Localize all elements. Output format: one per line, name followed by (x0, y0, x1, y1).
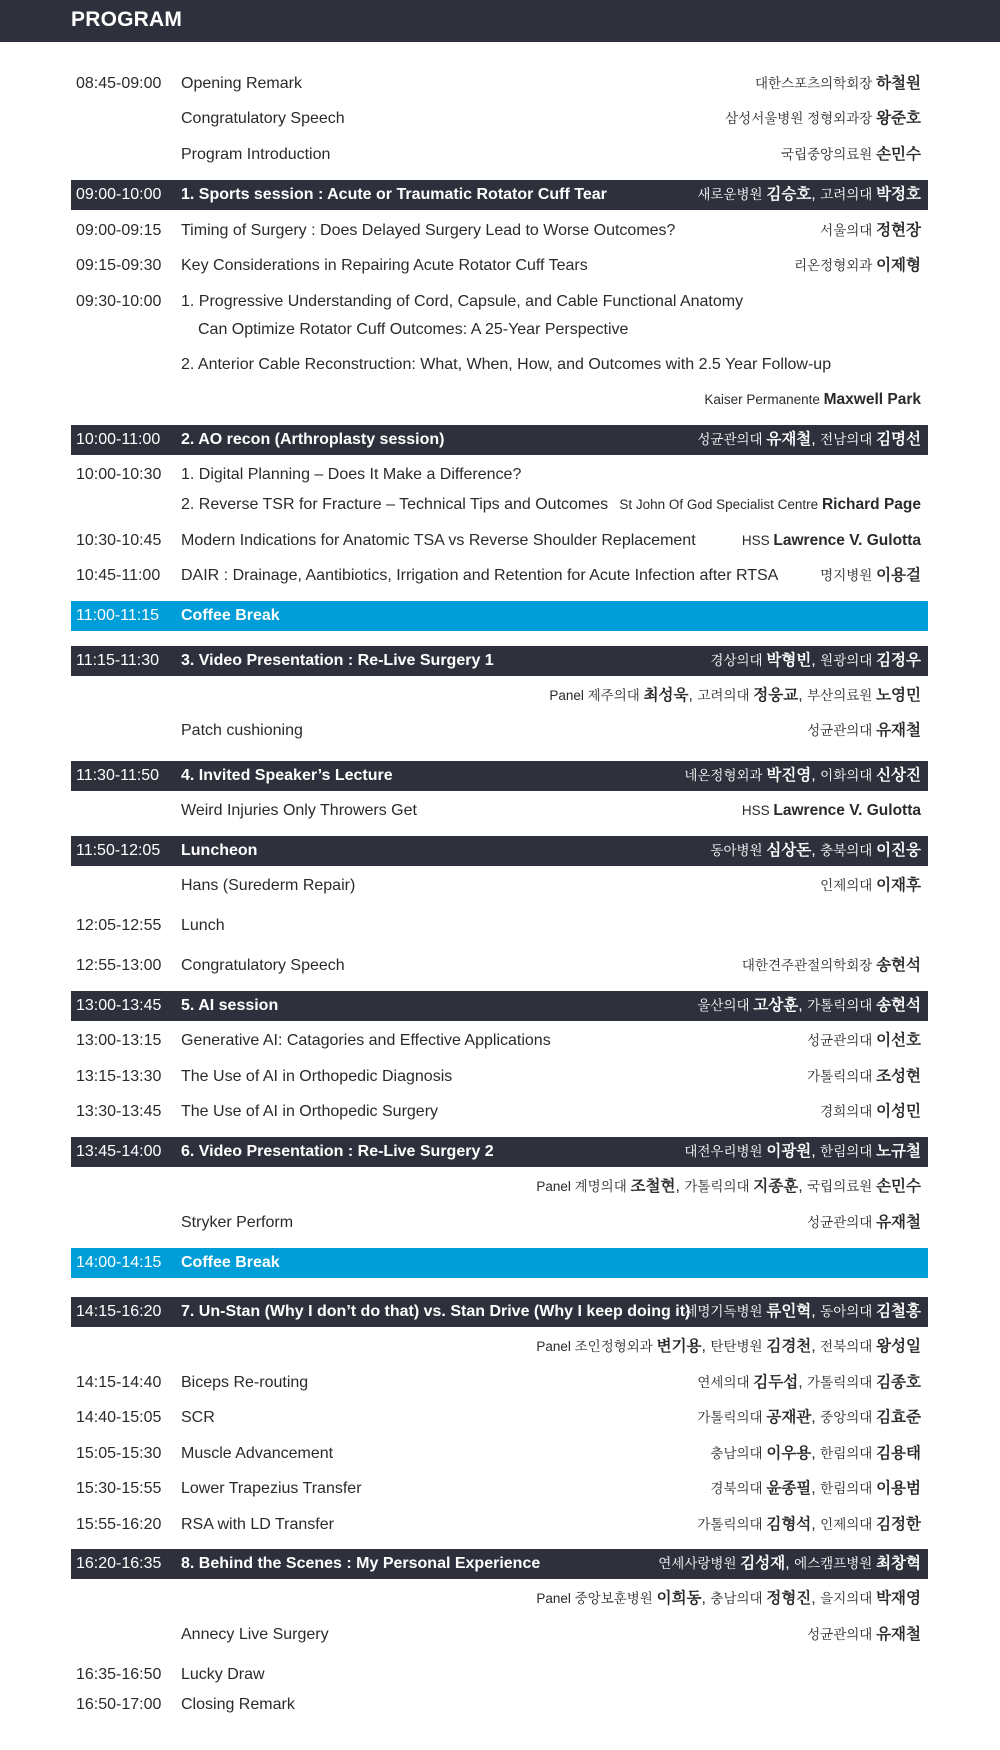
speaker-list (820, 1097, 921, 1127)
speaker-name: 이광원 (766, 1143, 812, 1160)
program-item-row (71, 871, 928, 901)
talk-title: The Use of AI in Orthopedic Diagnosis (181, 1068, 453, 1085)
speaker-list: 성균관의대 유재철, 전남의대 김명선 (697, 431, 921, 448)
speaker-affiliation: 가톨릭의대 (807, 1375, 877, 1390)
speaker-affiliation: 동아병원 (710, 843, 767, 858)
speaker-list: 경북의대 윤종필, 한림의대 이용범 (710, 1480, 921, 1497)
program-item-row (71, 1474, 928, 1504)
speaker-affiliation: HSS (741, 803, 774, 818)
speaker-list (820, 216, 921, 246)
session-title: Luncheon (181, 842, 258, 859)
speaker-list: 연세사랑병원 김성재, 에스캠프병원 최창혁 (658, 1555, 921, 1572)
speaker-affiliation: 충남의대 (710, 1591, 767, 1606)
speaker-name: Lawrence V. Gulotta (773, 802, 921, 819)
speaker-affiliation: 이화의대 (820, 768, 877, 783)
session-header-row (71, 1549, 928, 1579)
time-slot: 15:55-16:20 (76, 1516, 162, 1533)
speaker-name: 김정우 (876, 652, 921, 669)
speaker-name: 이진웅 (876, 842, 921, 859)
talk-title: Stryker Perform (181, 1214, 294, 1231)
speaker-list (807, 1026, 921, 1056)
talk-title: Congratulatory Speech (181, 957, 345, 974)
speaker-name: 김용태 (876, 1445, 921, 1462)
time-slot: 10:00-11:00 (76, 431, 161, 448)
speaker-list: Panel 중앙보훈병원 이희동, 충남의대 정형진, 을지의대 박재영 (536, 1590, 921, 1607)
session-title: 5. AI session (181, 997, 279, 1014)
time-slot: 13:30-13:45 (76, 1103, 162, 1120)
speaker-name: 박진영 (766, 767, 812, 784)
time-slot: 16:20-16:35 (76, 1555, 162, 1572)
speaker-list (742, 951, 921, 981)
time-slot: 13:15-13:30 (76, 1068, 162, 1085)
time-slot: 10:45-11:00 (76, 567, 161, 584)
speaker-name: 이제형 (876, 257, 921, 274)
speaker-affiliation: 원광의대 (820, 653, 877, 668)
speaker-name: 신상진 (876, 767, 921, 784)
speaker-name: 손민수 (876, 146, 921, 163)
speaker-name: 노영민 (876, 687, 921, 704)
speaker-name: 왕성일 (876, 1338, 921, 1355)
program-item-row (71, 460, 928, 490)
speaker-list (794, 251, 921, 281)
talk-title-continued: Can Optimize Rotator Cuff Outcomes: A 25-Year Perspective (198, 321, 629, 338)
session-header-row (71, 1297, 928, 1327)
speaker-list: 가톨릭의대 공재관, 중앙의대 김효준 (697, 1409, 921, 1426)
program-item-row (71, 140, 928, 170)
speaker-name: 이용범 (876, 1480, 921, 1497)
speaker-name: Richard Page (821, 496, 921, 513)
speaker-name: 조철현 (630, 1178, 676, 1195)
speaker-list: Panel 계명의대 조철현, 가톨릭의대 지종훈, 국립의료원 손민수 (536, 1178, 921, 1195)
program-item-row (71, 716, 928, 746)
time-slot: 14:00-14:15 (76, 1254, 162, 1271)
time-slot: 09:15-09:30 (76, 257, 162, 274)
speaker-affiliation: 새로운병원 (697, 187, 767, 202)
program-item-row (71, 1097, 928, 1127)
time-slot: 11:00-11:15 (76, 607, 160, 624)
talk-title: Patch cushioning (181, 722, 303, 739)
talk-title: 1. Digital Planning – Does It Make a Difference? (181, 466, 522, 483)
time-slot: 12:05-12:55 (76, 917, 162, 934)
speaker-name: 정웅교 (753, 687, 799, 704)
speaker-list: 세명기독병원 류인혁, 동아의대 김철홍 (684, 1303, 921, 1320)
speaker-name: 이선호 (876, 1032, 921, 1049)
session-title: 2. AO recon (Arthroplasty session) (181, 431, 445, 448)
speaker-list: 대전우리병원 이광원, 한림의대 노규철 (684, 1143, 921, 1160)
time-slot: 16:50-17:00 (76, 1696, 162, 1713)
speaker-affiliation: 전남의대 (820, 432, 877, 447)
program-item-row (71, 1660, 928, 1690)
speaker-affiliation: Panel 조인정형외과 (536, 1339, 657, 1354)
speaker-affiliation: 전북의대 (820, 1339, 877, 1354)
program-item-row (71, 490, 928, 520)
speaker-name: 김철홍 (876, 1303, 921, 1320)
speaker-affiliation: 가톨릭의대 (684, 1179, 754, 1194)
speaker-list: 연세의대 김두섭, 가톨릭의대 김종호 (697, 1374, 921, 1391)
speaker-affiliation: 국립중앙의료원 (781, 147, 877, 162)
program-item-row (71, 385, 928, 415)
talk-title: Hans (Surederm Repair) (181, 877, 356, 894)
program-item-row (71, 1510, 928, 1540)
speaker-affiliation: 가톨릭의대 (807, 1069, 877, 1084)
program-item-row (71, 216, 928, 246)
speaker-affiliation: 탄탄병원 (710, 1339, 767, 1354)
speaker-affiliation: 서울의대 (820, 223, 877, 238)
time-slot: 15:30-15:55 (76, 1480, 162, 1497)
talk-title: Timing of Surgery : Does Delayed Surgery Lead to Worse Outcomes? (181, 222, 676, 239)
time-slot: 09:00-10:00 (76, 186, 162, 203)
time-slot: 09:30-10:00 (76, 293, 162, 310)
talk-title: 2. Anterior Cable Reconstruction: What, When, How, and Outcomes with 2.5 Year Follow-up (181, 356, 832, 373)
speaker-affiliation: St John Of God Specialist Centre (619, 497, 822, 512)
speaker-affiliation: 대한스포츠의학회장 (754, 76, 877, 91)
speaker-list: 새로운병원 김승호, 고려의대 박정호 (697, 186, 921, 203)
coffee-break-row (71, 1248, 928, 1278)
program-item-row (71, 251, 928, 281)
speaker-affiliation: 동아의대 (820, 1304, 877, 1319)
time-slot: 12:55-13:00 (76, 957, 162, 974)
speaker-name: 김명선 (876, 431, 921, 448)
speaker-affiliation: 고려의대 (820, 187, 877, 202)
speaker-name: 유재철 (876, 1214, 921, 1231)
program-item-row (71, 1690, 928, 1720)
speaker-name: 유재철 (876, 1626, 921, 1643)
program-item-row (71, 951, 928, 981)
speaker-affiliation: 국립의료원 (807, 1179, 877, 1194)
speaker-affiliation: 연세의대 (697, 1375, 754, 1390)
speaker-list: Panel 제주의대 최성욱, 고려의대 정웅교, 부산의료원 노영민 (549, 687, 921, 704)
speaker-list: 가톨릭의대 김형석, 인제의대 김정한 (697, 1516, 921, 1533)
speaker-affiliation: 대한견주관절의학회장 (741, 958, 877, 973)
talk-title: Opening Remark (181, 75, 302, 92)
speaker-affiliation: 경희의대 (820, 1104, 877, 1119)
speaker-name: 변기용 (656, 1338, 702, 1355)
speaker-name: 정현장 (876, 222, 921, 239)
session-header-row (71, 646, 928, 676)
program-item-row (71, 1062, 928, 1092)
speaker-list (807, 1062, 921, 1092)
session-title: 7. Un-Stan (Why I don’t do that) vs. Stan Drive (Why I keep doing it) (181, 1303, 691, 1320)
page-title: PROGRAM (71, 8, 183, 31)
time-slot: 14:15-16:20 (76, 1303, 162, 1320)
speaker-name: 노규철 (876, 1143, 921, 1160)
speaker-name: 손민수 (876, 1178, 921, 1195)
speaker-affiliation: 중앙의대 (820, 1410, 877, 1425)
speaker-affiliation: 성균관의대 (697, 432, 767, 447)
session-header-row (71, 180, 928, 210)
speaker-list (725, 104, 921, 134)
program-item-row (71, 287, 928, 338)
talk-title: Program Introduction (181, 146, 331, 163)
speaker-name: 고상훈 (753, 997, 799, 1014)
program-item-row (71, 1403, 928, 1433)
program-item-row (71, 69, 928, 99)
speaker-name: 김경천 (766, 1338, 812, 1355)
time-slot: 09:00-09:15 (76, 222, 162, 239)
time-slot: 14:15-14:40 (76, 1374, 162, 1391)
speaker-affiliation: 경상의대 (710, 653, 767, 668)
talk-title: 1. Progressive Understanding of Cord, Capsule, and Cable Functional Anatomy (181, 293, 744, 310)
time-slot: 11:15-11:30 (76, 652, 160, 669)
program-item-row (71, 681, 928, 711)
speaker-affiliation: 명지병원 (820, 568, 877, 583)
speaker-affiliation: 한림의대 (820, 1446, 877, 1461)
speaker-affiliation: 경북의대 (710, 1481, 767, 1496)
talk-title: Generative AI: Catagories and Effective Applications (181, 1032, 551, 1049)
speaker-affiliation: 네온정형외과 (684, 768, 767, 783)
speaker-list (755, 69, 921, 99)
speaker-name: 이희동 (656, 1590, 702, 1607)
time-slot: 10:00-10:30 (76, 466, 162, 483)
speaker-name: 유재철 (876, 722, 921, 739)
speaker-list (820, 871, 921, 901)
program-item-row (71, 796, 928, 826)
time-slot: 16:35-16:50 (76, 1666, 162, 1683)
speaker-name: 이재후 (876, 877, 921, 894)
program-item-row (71, 1026, 928, 1056)
speaker-affiliation: 울산의대 (697, 998, 754, 1013)
talk-title: Lunch (181, 917, 225, 934)
speaker-affiliation: 인제의대 (820, 878, 877, 893)
session-title: 6. Video Presentation : Re-Live Surgery 2 (181, 1143, 494, 1160)
speaker-name: 최성욱 (643, 687, 689, 704)
speaker-list (807, 716, 921, 746)
speaker-list: 네온정형외과 박진영, 이화의대 신상진 (684, 767, 921, 784)
speaker-affiliation: 가톨릭의대 (697, 1517, 767, 1532)
talk-title: RSA with LD Transfer (181, 1516, 334, 1533)
talk-title: DAIR : Drainage, Aantibiotics, Irrigation and Retention for Acute Infection after RTSA (181, 567, 779, 584)
speaker-list: 동아병원 심상돈, 충북의대 이진웅 (710, 842, 921, 859)
speaker-list: 울산의대 고상훈, 가톨릭의대 송현석 (697, 997, 921, 1014)
speaker-list (742, 526, 921, 556)
speaker-name: 하철원 (876, 75, 921, 92)
talk-title: Biceps Re-routing (181, 1374, 309, 1391)
session-title: 4. Invited Speaker’s Lecture (181, 767, 393, 784)
program-item-row (71, 1172, 928, 1202)
speaker-affiliation: 대전우리병원 (684, 1144, 767, 1159)
session-header-row (71, 836, 928, 866)
time-slot: 10:30-10:45 (76, 532, 162, 549)
speaker-list (807, 1208, 921, 1238)
speaker-name: 윤종필 (766, 1480, 812, 1497)
speaker-name: 이용걸 (876, 567, 921, 584)
program-item-row (71, 1439, 928, 1469)
talk-title: Closing Remark (181, 1696, 295, 1713)
speaker-affiliation: 삼성서울병원 정형외과장 (725, 111, 877, 126)
talk-title: 2. Reverse TSR for Fracture – Technical Tips and Outcomes (181, 496, 609, 513)
speaker-name: 김종호 (876, 1374, 921, 1391)
program-item-row (71, 561, 928, 591)
speaker-name: Lawrence V. Gulotta (773, 532, 921, 549)
speaker-name: 박정호 (876, 186, 921, 203)
talk-title: Coffee Break (181, 607, 280, 624)
time-slot: 08:45-09:00 (76, 75, 162, 92)
program-item-row (71, 1208, 928, 1238)
speaker-name: 최창혁 (876, 1555, 921, 1572)
speaker-list: 충남의대 이우용, 한림의대 김용태 (710, 1445, 921, 1462)
speaker-name: 정형진 (766, 1590, 812, 1607)
talk-title: Lower Trapezius Transfer (181, 1480, 362, 1497)
session-title: 3. Video Presentation : Re-Live Surgery 1 (181, 652, 494, 669)
speaker-affiliation: Kaiser Permanente (704, 392, 824, 407)
talk-title: SCR (181, 1409, 215, 1426)
speaker-affiliation: 충북의대 (820, 843, 877, 858)
speaker-name: 박재영 (876, 1590, 921, 1607)
time-slot: 11:50-12:05 (76, 842, 161, 859)
speaker-name: 김두섭 (753, 1374, 799, 1391)
speaker-name: 류인혁 (766, 1303, 812, 1320)
speaker-name: 김형석 (766, 1516, 812, 1533)
speaker-list (781, 140, 921, 170)
speaker-name: 지종훈 (753, 1178, 799, 1195)
talk-title: The Use of AI in Orthopedic Surgery (181, 1103, 439, 1120)
time-slot: 13:00-13:45 (76, 997, 162, 1014)
speaker-name: 심상돈 (766, 842, 812, 859)
time-slot: 15:05-15:30 (76, 1445, 162, 1462)
program-item-row (71, 1620, 928, 1650)
speaker-affiliation: HSS (741, 533, 774, 548)
speaker-list (807, 1620, 921, 1650)
speaker-name: 조성현 (876, 1068, 921, 1085)
speaker-affiliation: 연세사랑병원 (658, 1556, 741, 1571)
speaker-list: 경상의대 박형빈, 원광의대 김정우 (710, 652, 921, 669)
time-slot: 13:45-14:00 (76, 1143, 162, 1160)
talk-title: Lucky Draw (181, 1666, 265, 1683)
speaker-name: 공재관 (766, 1409, 812, 1426)
speaker-list: Panel 조인정형외과 변기용, 탄탄병원 김경천, 전북의대 왕성일 (536, 1338, 921, 1355)
talk-title: Annecy Live Surgery (181, 1626, 329, 1643)
speaker-affiliation: Panel 중앙보훈병원 (536, 1591, 657, 1606)
speaker-name: 이우용 (766, 1445, 812, 1462)
speaker-affiliation: 한림의대 (820, 1144, 877, 1159)
session-header-row (71, 761, 928, 791)
speaker-name: 김효준 (876, 1409, 921, 1426)
session-header-row (71, 991, 928, 1021)
speaker-name: 왕준호 (876, 110, 921, 127)
coffee-break-row (71, 601, 928, 631)
talk-title: Key Considerations in Repairing Acute Rotator Cuff Tears (181, 257, 588, 274)
program-item-row (71, 1332, 928, 1362)
program-item-row (71, 1584, 928, 1614)
speaker-affiliation: 세명기독병원 (684, 1304, 767, 1319)
speaker-name: Maxwell Park (823, 391, 921, 408)
time-slot: 14:40-15:05 (76, 1409, 162, 1426)
speaker-name: 김정한 (876, 1516, 921, 1533)
speaker-affiliation: 성균관의대 (807, 1033, 877, 1048)
program-header-bar (0, 0, 1000, 42)
speaker-name: 김성재 (740, 1555, 786, 1572)
program-item-row (71, 526, 928, 556)
program-item-row (71, 104, 928, 134)
talk-title: Congratulatory Speech (181, 110, 345, 127)
talk-title: Weird Injuries Only Throwers Get (181, 802, 417, 819)
speaker-list (619, 490, 921, 520)
speaker-affiliation: 충남의대 (710, 1446, 767, 1461)
speaker-name: 이성민 (876, 1103, 921, 1120)
speaker-affiliation: Panel 계명의대 (536, 1179, 631, 1194)
session-title: 8. Behind the Scenes : My Personal Experience (181, 1555, 541, 1572)
speaker-name: 송현석 (876, 957, 921, 974)
speaker-name: 송현석 (876, 997, 921, 1014)
speaker-list (704, 385, 921, 415)
speaker-affiliation: 에스캠프병원 (794, 1556, 877, 1571)
speaker-affiliation: 한림의대 (820, 1481, 877, 1496)
program-item-row (71, 1368, 928, 1398)
speaker-affiliation: 가톨릭의대 (697, 1410, 767, 1425)
session-header-row (71, 425, 928, 455)
speaker-affiliation: 인제의대 (820, 1517, 877, 1532)
speaker-affiliation: 고려의대 (697, 688, 754, 703)
speaker-affiliation: 성균관의대 (807, 1627, 877, 1642)
time-slot: 11:30-11:50 (76, 767, 160, 784)
speaker-affiliation: 성균관의대 (807, 1215, 877, 1230)
speaker-affiliation: 리온정형외과 (794, 258, 877, 273)
session-title: 1. Sports session : Acute or Traumatic Rotator Cuff Tear (181, 186, 607, 203)
speaker-name: 박형빈 (766, 652, 812, 669)
speaker-name: 유재철 (766, 431, 812, 448)
speaker-affiliation: 성균관의대 (807, 723, 877, 738)
speaker-affiliation: 부산의료원 (807, 688, 877, 703)
session-header-row (71, 1137, 928, 1167)
speaker-list (742, 796, 921, 826)
speaker-affiliation: 을지의대 (820, 1591, 877, 1606)
program-item-row (71, 911, 928, 941)
talk-title: Modern Indications for Anatomic TSA vs Reverse Shoulder Replacement (181, 532, 696, 549)
speaker-affiliation: 가톨릭의대 (807, 998, 877, 1013)
talk-title: Coffee Break (181, 1254, 280, 1271)
talk-title: Muscle Advancement (181, 1445, 334, 1462)
time-slot: 13:00-13:15 (76, 1032, 162, 1049)
speaker-affiliation: Panel 제주의대 (549, 688, 644, 703)
speaker-name: 김승호 (766, 186, 812, 203)
speaker-list (820, 561, 921, 591)
program-item-row (71, 350, 928, 380)
